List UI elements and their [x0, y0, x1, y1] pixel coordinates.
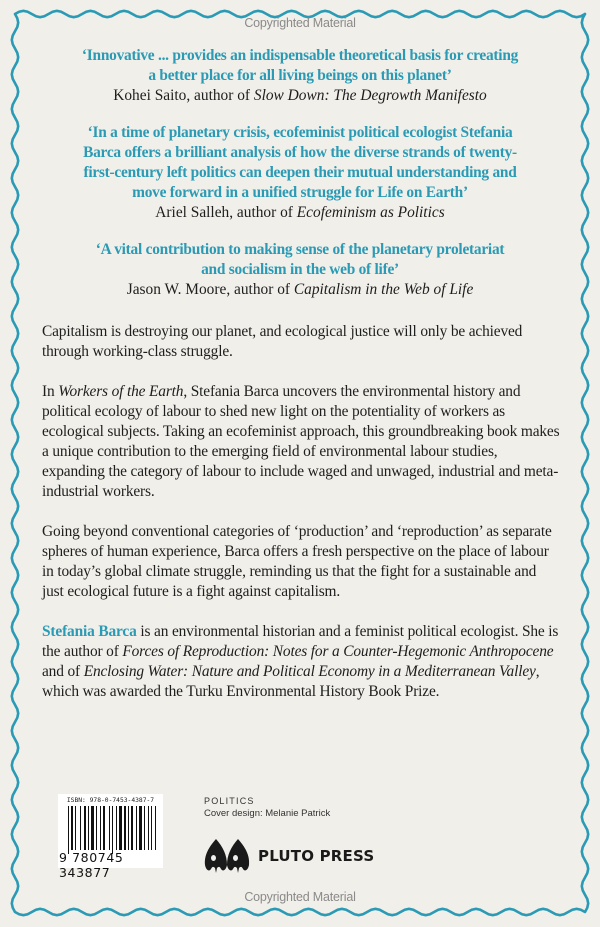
blurb-paragraph-1: Capitalism is destroying our planet, and ecological justice will only be achieved through working-class struggle. — [42, 323, 523, 360]
cover-design-credit: Cover design: Melanie Patrick — [204, 808, 331, 819]
publisher-logo — [204, 839, 374, 873]
pluto-press-logo-icon — [204, 839, 250, 873]
endorsement-attribution: Jason W. Moore, author of Capitalism in the Web of Life — [126, 281, 474, 298]
isbn-label: ISBN: 978-0-7453-4387-7 — [66, 797, 155, 804]
copyright-watermark-top: Copyrighted Material — [244, 16, 356, 30]
endorsement-quote: ‘A vital contribution to making sense of the planetary proletariat and socialism in the web of life’ — [95, 241, 505, 278]
blurb-paragraph-2: In Workers of the Earth, Stefania Barca uncovers the environmental history and political ecology of labour to shed new light on the potentiality of workers as ecological subjects. Taking an ecofeminist approach, this groundbreaking book makes a unique contribution to the emerging field of environmental labour studies, expanding the category of labour to include waged and unwaged, industrial and meta-industrial workers. — [42, 383, 560, 500]
barcode-bars-icon — [68, 806, 159, 854]
endorsement-attribution: Ariel Salleh, author of Ecofeminism as Politics — [155, 204, 445, 221]
isbn-digits: 9 780745 343877 — [59, 850, 124, 880]
copyright-watermark-bottom: Copyrighted Material — [244, 890, 356, 904]
endorsement-salleh — [40, 123, 560, 223]
author-name: Stefania Barca — [42, 623, 137, 640]
blurb-paragraph-3: Going beyond conventional categories of ‘production’ and ‘reproduction’ as separate spheres of human experience, Barca offers a fresh perspective on the place of labour in today’s global climate struggle, reminding us that the fight for a sustainable and just ecological future is a fight against capitalism. — [42, 523, 552, 600]
author-bio: Stefania Barca is an environmental historian and a feminist political ecologist. She is the author of Forces of Reproduction: Notes for a Counter-Hegemonic Anthropocene and of Enclosing Water: Nature and Political Economy in a Mediterranean Valley, which was awarded the Turku Environmental History Book Prize. — [42, 623, 559, 700]
back-cover-content — [40, 46, 560, 722]
endorsement-attribution: Kohei Saito, author of Slow Down: The Degrowth Manifesto — [113, 87, 487, 104]
endorsement-moore — [40, 240, 560, 300]
subject-category: POLITICS — [204, 796, 255, 806]
back-cover-footer — [58, 794, 558, 884]
endorsement-quote: ‘Innovative ... provides an indispensable theoretical basis for creating a better place for all living beings on this planet’ — [81, 47, 519, 84]
endorsement-quote: ‘In a time of planetary crisis, ecofeminist political ecologist Stefania Barca offers a brilliant analysis of how the diverse strands of twenty- first-century left politics can deepen their mutual understanding and move forward in a unified struggle for Life on Earth’ — [83, 124, 517, 201]
publisher-name: PLUTO PRESS — [258, 847, 375, 865]
endorsement-saito — [40, 46, 560, 106]
isbn-barcode — [58, 794, 163, 880]
book-title: Workers of the Earth — [58, 383, 184, 400]
